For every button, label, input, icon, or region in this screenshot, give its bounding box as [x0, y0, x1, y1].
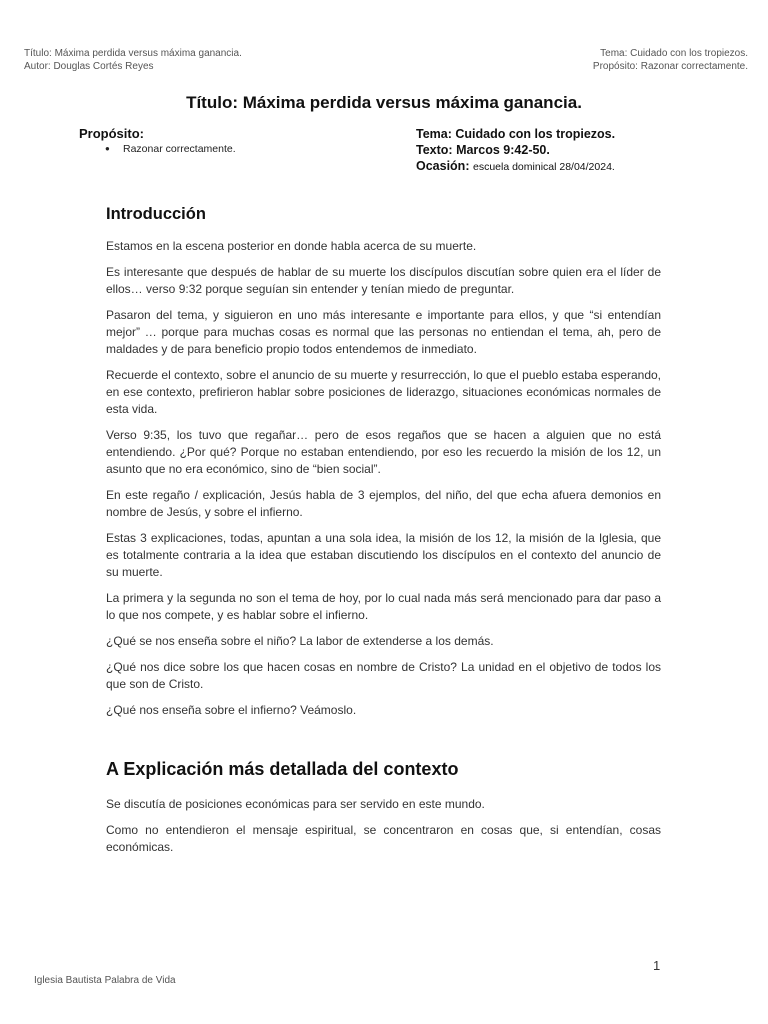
ocasion-value: escuela dominical 28/04/2024. [472, 161, 615, 173]
ocasion-row [416, 158, 615, 175]
tema-row [416, 126, 615, 142]
sermon-meta-block [416, 126, 615, 175]
page-number: 1 [653, 958, 661, 973]
texto-row [416, 142, 615, 158]
document-title: Título: Máxima perdida versus máxima ganancia. [186, 93, 582, 112]
texto-label: Texto: [416, 143, 453, 157]
intro-paragraph: Es interesante que después de hablar de su muerte los discípulos discutían sobre quien era el líder de ellos… verso 9:32 porque seguían sin entender y tenían miedo de preguntar. [106, 265, 661, 296]
purpose-item: ● Razonar correctamente. [123, 143, 236, 155]
section-a-heading: A Explicación más detallada del contexto [106, 759, 459, 779]
purpose-label: Propósito: [79, 126, 144, 141]
page-footer: Iglesia Bautista Palabra de Vida [34, 975, 176, 986]
section-a-paragraph: Se discutía de posiciones económicas para ser servido en este mundo. [106, 797, 485, 811]
purpose-block [79, 126, 236, 155]
intro-paragraph: Estamos en la escena posterior en donde habla acerca de su muerte. [106, 239, 477, 253]
ocasion-label: Ocasión: [416, 159, 470, 173]
intro-paragraph: La primera y la segunda no son el tema de hoy, por lo cual nada más será mencionado para dar paso a lo que nos compete, y es hablar sobre el infierno. [106, 591, 661, 622]
header-proposito-line: Propósito: Razonar correctamente. [592, 61, 748, 72]
intro-paragraph: Verso 9:35, los tuvo que regañar… pero de esos regaños que se hacen a alguien que no está entendiendo. ¿Por qué? Porque no estaban entendiendo, por eso les recuerdo la misión de los 12, un asunto que no era económico, sino de “bien social”. [106, 428, 661, 476]
header-author-line: Autor: Douglas Cortés Reyes [24, 61, 154, 72]
intro-paragraph: Pasaron del tema, y siguieron en uno más interesante e importante para ellos, y que “si entendían mejor” … porque para muchas cosas es normal que las personas no entiendan el tema, ah, pero de maldades y de para beneficio propio todos entendemos de inmediato. [106, 308, 661, 356]
purpose-list [79, 143, 236, 155]
intro-paragraph: Recuerde el contexto, sobre el anuncio de su muerte y resurrección, lo que el pueblo estaba esperando, en ese contexto, prefirieron hablar sobre posiciones de liderazgo, situaciones económicas normales de esta vida. [106, 368, 661, 416]
intro-paragraph: Estas 3 explicaciones, todas, apuntan a una sola idea, la misión de los 12, la misión de la Iglesia, que es totalmente contraria a la idea que estaban discutiendo los discípulos en el contexto del anuncio de su muerte. [106, 531, 661, 579]
header-tema-line: Tema: Cuidado con los tropiezos. [600, 48, 748, 59]
section-a-paragraph: Como no entendieron el mensaje espiritual, se concentraron en cosas que, si entendían, cosas económicas. [106, 823, 661, 854]
intro-paragraph: ¿Qué nos dice sobre los que hacen cosas en nombre de Cristo? La unidad en el objetivo de todos los que son de Cristo. [106, 660, 661, 691]
intro-paragraph: ¿Qué nos enseña sobre el infierno? Veámoslo. [106, 703, 357, 717]
running-header-right [593, 47, 748, 73]
running-header-left [24, 47, 242, 73]
tema-label: Tema: [416, 127, 452, 141]
header-title-line: Título: Máxima perdida versus máxima ganancia. [24, 48, 242, 59]
tema-value: Cuidado con los tropiezos. [455, 127, 616, 141]
intro-paragraph: En este regaño / explicación, Jesús habla de 3 ejemplos, del niño, del que echa afuera demonios en nombre de Jesús, y sobre el infierno. [106, 488, 661, 519]
intro-paragraph: ¿Qué se nos enseña sobre el niño? La labor de extenderse a los demás. [106, 634, 494, 648]
texto-value: Marcos 9:42-50. [456, 143, 550, 157]
document-body [106, 205, 661, 865]
intro-heading: Introducción [106, 205, 206, 223]
